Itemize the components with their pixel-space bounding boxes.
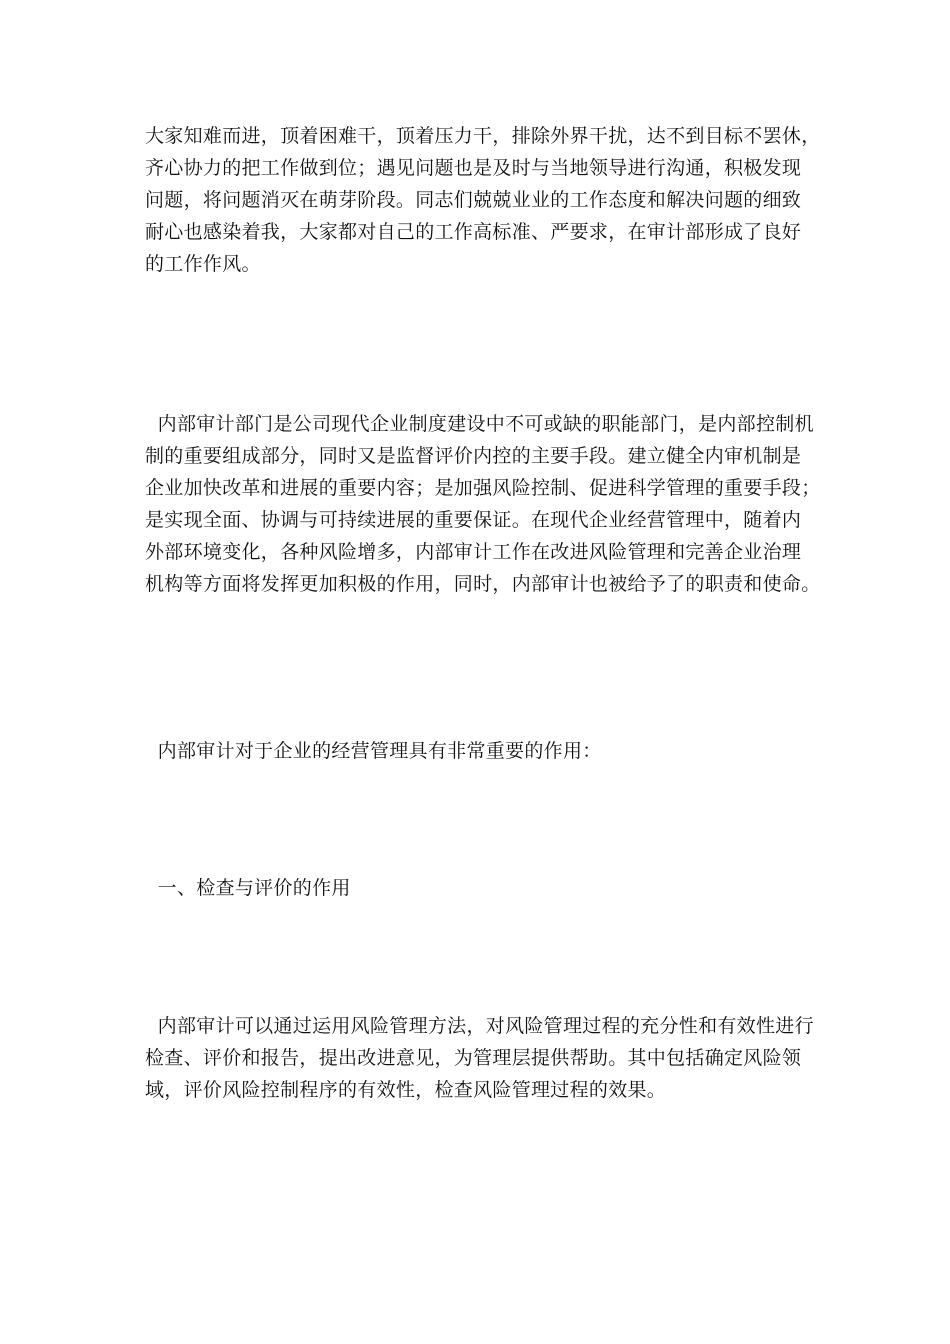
text-line: 制的重要组成部分，同时又是监督评价内控的主要手段。建立健全内审机制是 xyxy=(145,445,802,467)
paragraph-audit-importance xyxy=(145,735,815,767)
text-line: 问题，将问题消灭在萌芽阶段。同志们兢兢业业的工作态度和解决问题的细致 xyxy=(145,189,802,211)
paragraph-risk-management xyxy=(145,1010,815,1106)
text-line: 大家知难而进，顶着困难干，顶着压力干，排除外界干扰，达不到目标不罢休， xyxy=(145,125,821,147)
heading-line: 一、检查与评价的作用 xyxy=(145,877,351,899)
section-heading-inspection-evaluation xyxy=(145,872,815,904)
text-line: 是实现全面、协调与可持续进展的重要保证。在现代企业经营管理中，随着内 xyxy=(145,509,802,531)
text-line: 机构等方面将发挥更加积极的作用，同时，内部审计也被给予了的职责和使命。 xyxy=(145,573,821,595)
text-line: 内部审计可以通过运用风险管理方法，对风险管理过程的充分性和有效性进行 xyxy=(145,1015,814,1037)
text-line: 域，评价风险控制程序的有效性，检查风险管理过程的效果。 xyxy=(145,1079,667,1101)
text-line: 耐心也感染着我，大家都对自己的工作高标准、严要求，在审计部形成了良好 xyxy=(145,221,802,243)
text-line: 检查、评价和报告，提出改进意见，为管理层提供帮助。其中包括确定风险领 xyxy=(145,1047,802,1069)
text-line: 齐心协力的把工作做到位；遇见问题也是及时与当地领导进行沟通，积极发现 xyxy=(145,157,802,179)
text-line: 的工作作风。 xyxy=(145,253,261,275)
text-line: 外部环境变化，各种风险增多，内部审计工作在改进风险管理和完善企业治理 xyxy=(145,541,802,563)
paragraph-internal-audit-department xyxy=(145,408,821,600)
text-line: 企业加快改革和进展的重要内容；是加强风险控制、促进科学管理的重要手段； xyxy=(145,477,821,499)
paragraph-work-style xyxy=(145,120,821,280)
text-line: 内部审计部门是公司现代企业制度建设中不可或缺的职能部门，是内部控制机 xyxy=(145,413,814,435)
text-line: 内部审计对于企业的经营管理具有非常重要的作用： xyxy=(145,740,602,762)
